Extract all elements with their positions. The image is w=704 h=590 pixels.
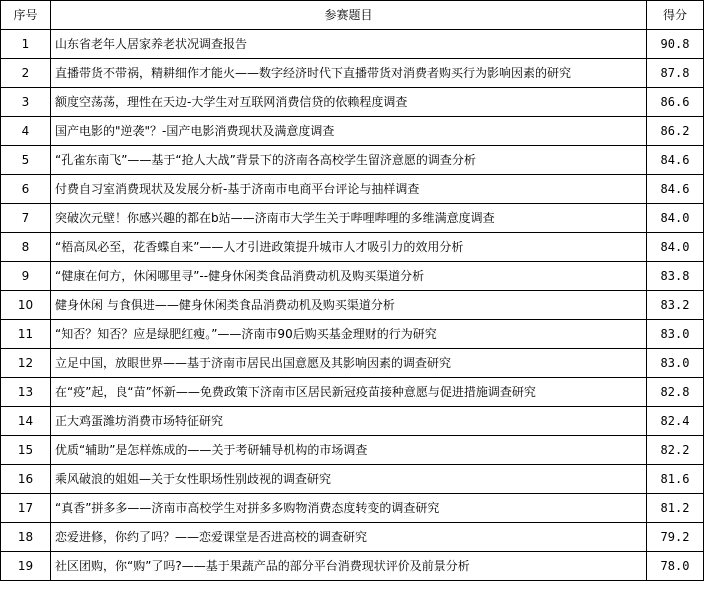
table-row (1, 552, 704, 581)
row-score: 81.6 (647, 465, 704, 494)
row-score: 87.8 (647, 59, 704, 88)
row-number: 2 (1, 59, 51, 88)
table-row (1, 117, 704, 146)
row-score: 79.2 (647, 523, 704, 552)
table-row (1, 320, 704, 349)
row-number: 15 (1, 436, 51, 465)
row-title: “真香”拼多多——济南市高校学生对拼多多购物消费态度转变的调查研究 (51, 494, 647, 523)
table-row (1, 88, 704, 117)
row-score: 86.6 (647, 88, 704, 117)
row-number: 1 (1, 30, 51, 59)
table-row (1, 523, 704, 552)
row-number: 11 (1, 320, 51, 349)
table-row (1, 233, 704, 262)
row-number: 7 (1, 204, 51, 233)
table-row (1, 349, 704, 378)
row-number: 3 (1, 88, 51, 117)
row-score: 90.8 (647, 30, 704, 59)
row-title: “知否？知否？应是绿肥红瘦。”——济南市90后购买基金理财的行为研究 (51, 320, 647, 349)
row-title: 在“疫”起，良“苗”怀新——免费政策下济南市区居民新冠疫苗接种意愿与促进措施调查研究 (51, 378, 647, 407)
row-number: 6 (1, 175, 51, 204)
header-no: 序号 (1, 1, 51, 30)
row-number: 19 (1, 552, 51, 581)
row-title: “健康在何方，休闲哪里寻”--健身休闲类食品消费动机及购买渠道分析 (51, 262, 647, 291)
row-title: 付费自习室消费现状及发展分析-基于济南市电商平台评论与抽样调查 (51, 175, 647, 204)
row-title: 正大鸡蛋潍坊消费市场特征研究 (51, 407, 647, 436)
table-row (1, 262, 704, 291)
row-score: 83.8 (647, 262, 704, 291)
row-score: 82.4 (647, 407, 704, 436)
row-title: 社区团购，你“购”了吗?——基于果蔬产品的部分平台消费现状评价及前景分析 (51, 552, 647, 581)
table-body (1, 30, 704, 581)
row-title: 乘风破浪的姐姐—关于女性职场性别歧视的调查研究 (51, 465, 647, 494)
row-title: 山东省老年人居家养老状况调查报告 (51, 30, 647, 59)
row-number: 10 (1, 291, 51, 320)
row-score: 83.0 (647, 349, 704, 378)
row-title: “梧高凤必至，花香蝶自来”——人才引进政策提升城市人才吸引力的效用分析 (51, 233, 647, 262)
header-title: 参赛题目 (51, 1, 647, 30)
table-row (1, 175, 704, 204)
row-title: 额度空荡荡，理性在天边-大学生对互联网消费信贷的依赖程度调查 (51, 88, 647, 117)
row-score: 83.0 (647, 320, 704, 349)
row-number: 8 (1, 233, 51, 262)
row-number: 12 (1, 349, 51, 378)
row-number: 14 (1, 407, 51, 436)
row-number: 9 (1, 262, 51, 291)
row-score: 86.2 (647, 117, 704, 146)
row-title: “孔雀东南飞”——基于“抢人大战”背景下的济南各高校学生留济意愿的调查分析 (51, 146, 647, 175)
row-score: 84.6 (647, 175, 704, 204)
table-row (1, 204, 704, 233)
row-title: 突破次元壁！你感兴趣的都在b站——济南市大学生关于哔哩哔哩的多维满意度调查 (51, 204, 647, 233)
header-row (1, 1, 704, 30)
table-row (1, 465, 704, 494)
row-number: 16 (1, 465, 51, 494)
row-score: 84.0 (647, 233, 704, 262)
table-row (1, 146, 704, 175)
row-score: 83.2 (647, 291, 704, 320)
row-title: 健身休闲 与食俱进——健身休闲类食品消费动机及购买渠道分析 (51, 291, 647, 320)
table-row (1, 436, 704, 465)
row-number: 18 (1, 523, 51, 552)
row-score: 81.2 (647, 494, 704, 523)
header-score: 得分 (647, 1, 704, 30)
row-title: 国产电影的"逆袭"？-国产电影消费现状及满意度调查 (51, 117, 647, 146)
table-row (1, 494, 704, 523)
table-row (1, 30, 704, 59)
row-score: 82.2 (647, 436, 704, 465)
row-title: 优质“辅助”是怎样炼成的——关于考研辅导机构的市场调查 (51, 436, 647, 465)
row-number: 13 (1, 378, 51, 407)
table-row (1, 291, 704, 320)
table-row (1, 378, 704, 407)
row-number: 5 (1, 146, 51, 175)
row-score: 78.0 (647, 552, 704, 581)
row-number: 17 (1, 494, 51, 523)
row-title: 直播带货不带祸，精耕细作才能火——数字经济时代下直播带货对消费者购买行为影响因素的研究 (51, 59, 647, 88)
row-title: 恋爱进修，你约了吗？——恋爱课堂是否进高校的调查研究 (51, 523, 647, 552)
row-title: 立足中国，放眼世界——基于济南市居民出国意愿及其影响因素的调查研究 (51, 349, 647, 378)
row-score: 84.6 (647, 146, 704, 175)
row-score: 84.0 (647, 204, 704, 233)
table-row (1, 59, 704, 88)
table-row (1, 407, 704, 436)
row-score: 82.8 (647, 378, 704, 407)
row-number: 4 (1, 117, 51, 146)
